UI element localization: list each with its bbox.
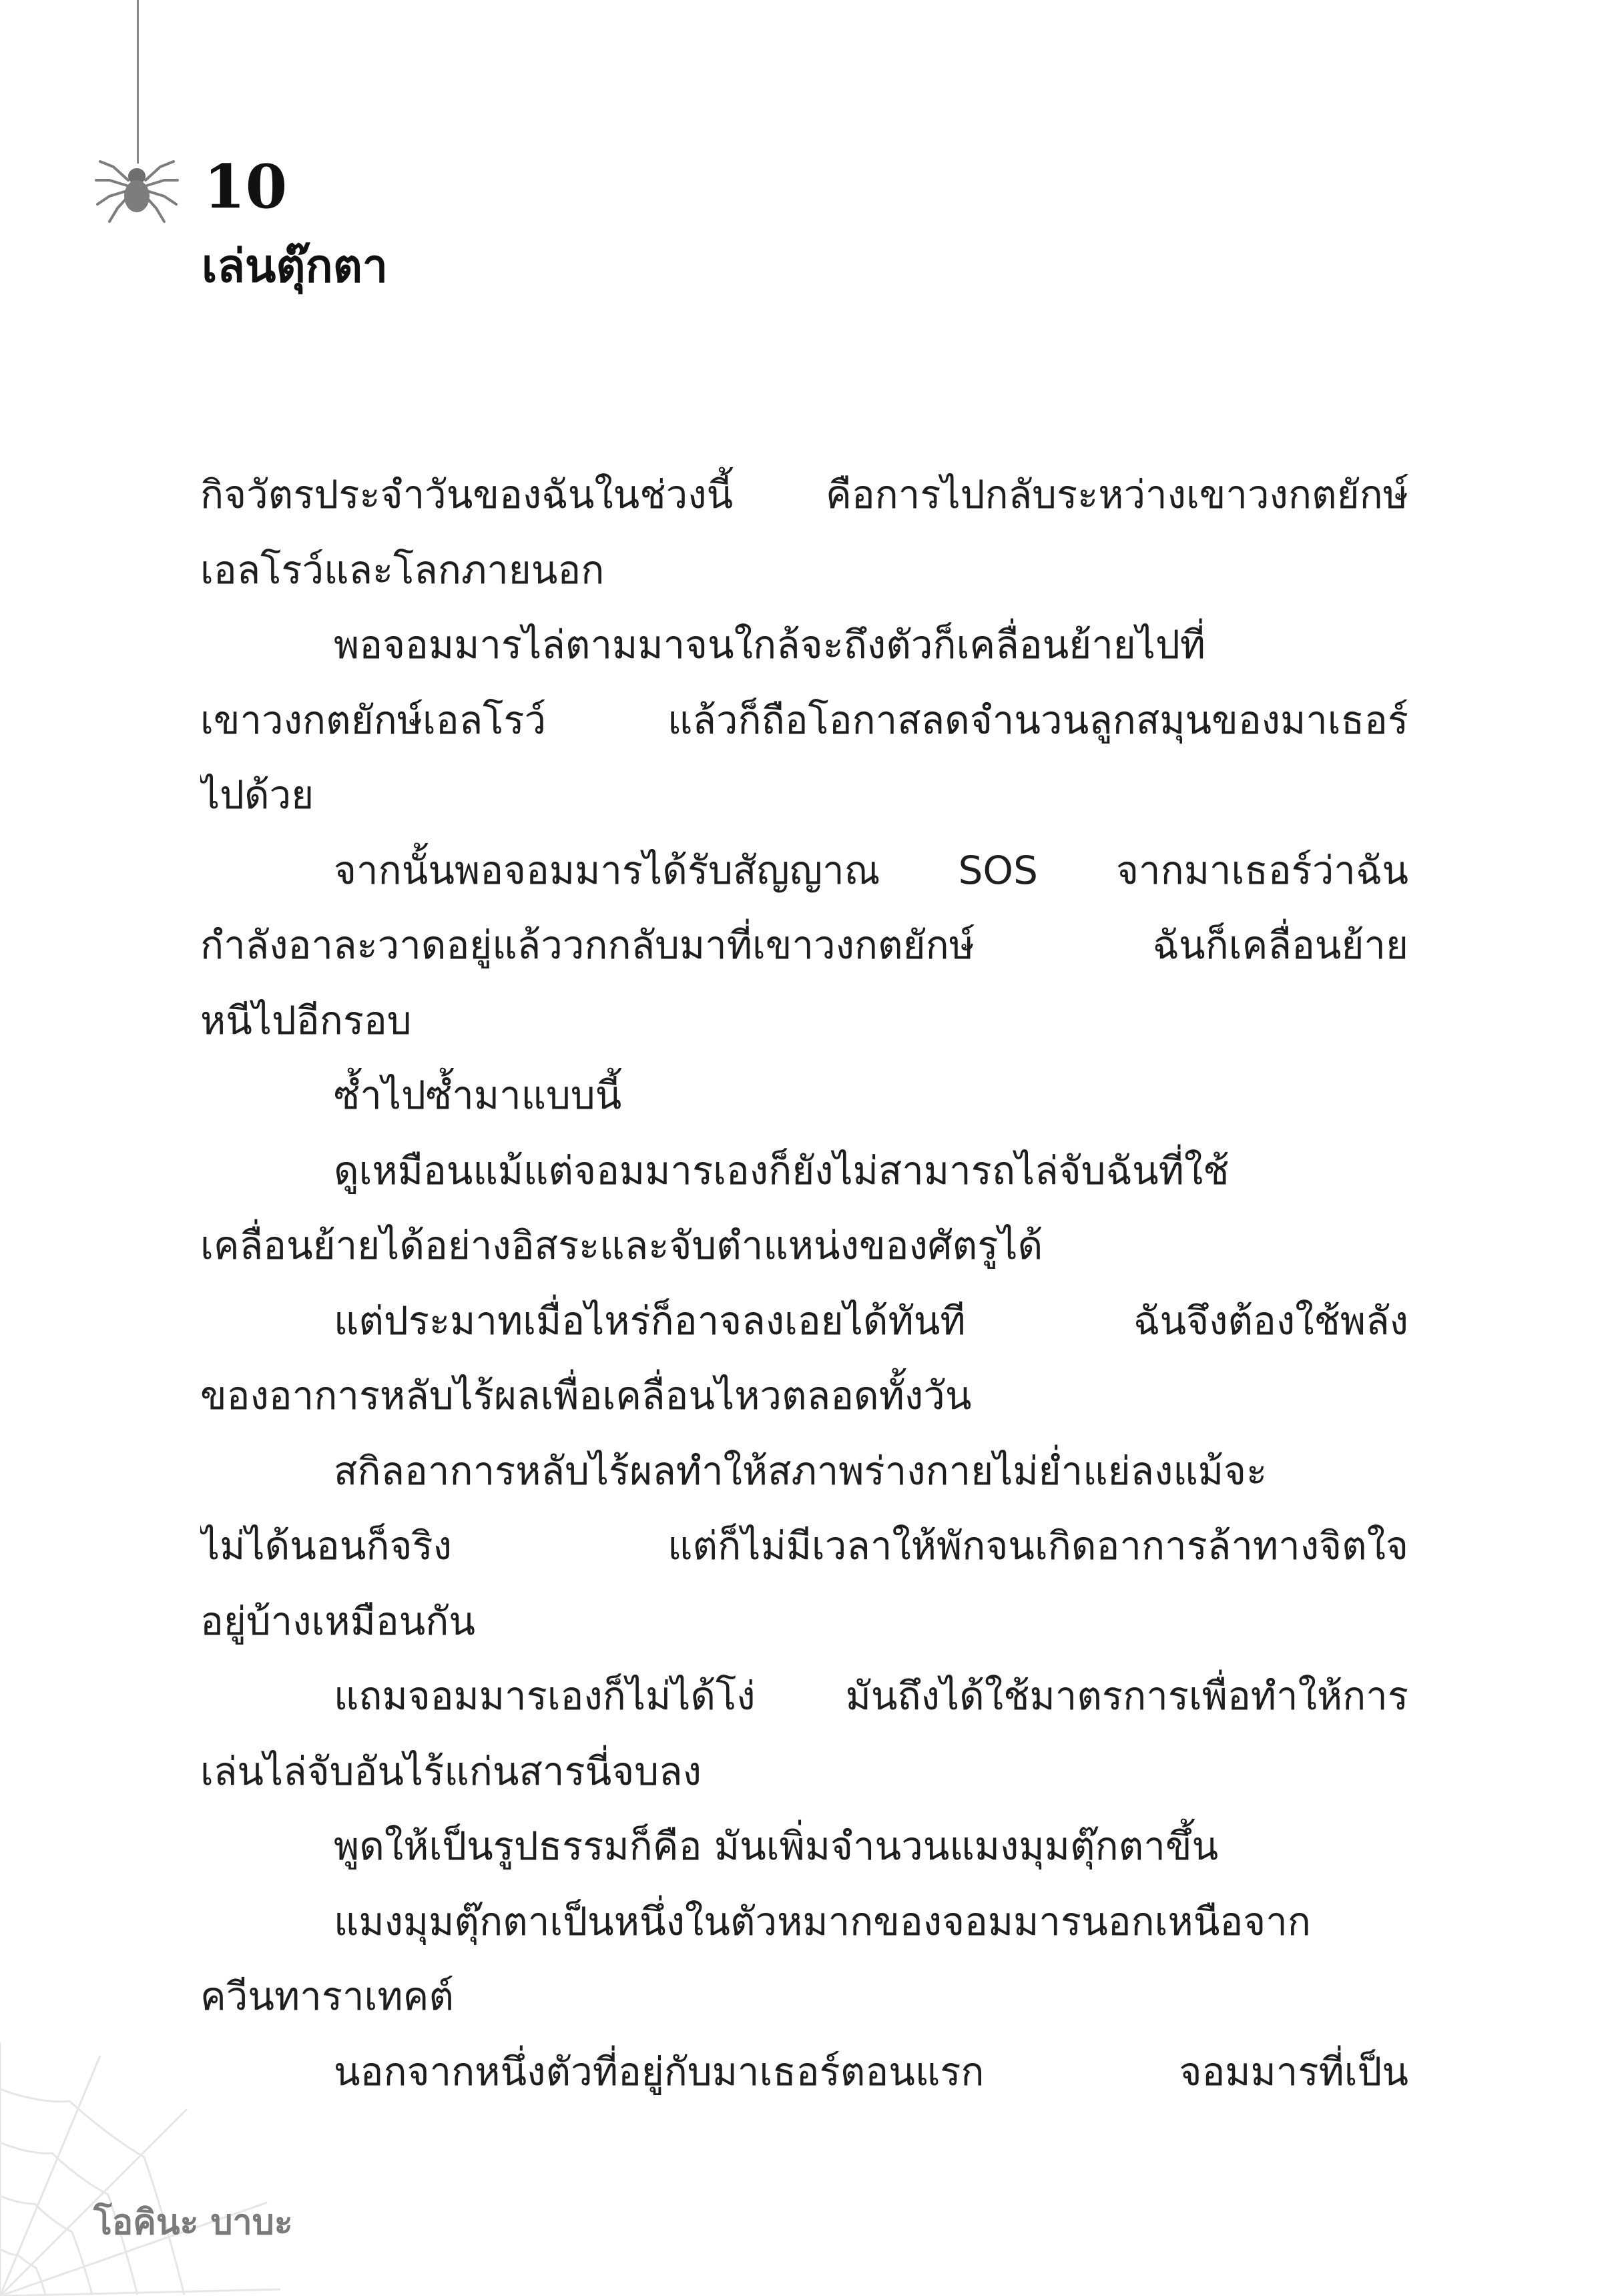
body-line: เคลื่อนย้ายได้อย่างอิสระและจับตำแหน่งของศัตรูได้ bbox=[200, 1223, 1043, 1268]
body-line: พอจอมมารไล่ตามมาจนใกล้จะถึงตัวก็เคลื่อนย้ายไปที่ bbox=[334, 622, 1205, 667]
body-line: แมงมุมตุ๊กตาเป็นหนึ่งในตัวหมากของจอมมารนอกเหนือจาก bbox=[334, 1898, 1311, 1944]
body-line: ควีนทาราเทคต์ bbox=[200, 1974, 455, 2019]
body-line: อยู่บ้างเหมือนกัน bbox=[200, 1598, 476, 1644]
body-line: ของอาการหลับไร้ผลเพื่อเคลื่อนไหวตลอดทั้งวัน bbox=[200, 1373, 972, 1418]
body-line: จากนั้นพอจอมมารได้รับสัญญาณ SOS จากมาเธอร์ว่าฉัน bbox=[334, 847, 1408, 893]
body-line: แต่ประมาทเมื่อไหร่ก็อาจลงเอยได้ทันที ฉันจึงต้องใช้พลัง bbox=[334, 1298, 1408, 1344]
body-line: หนีไปอีกรอบ bbox=[200, 997, 412, 1043]
body-line: ไม่ได้นอนก็จริง แต่ก็ไม่มีเวลาให้พักจนเกิดอาการล้าทางจิตใจ bbox=[200, 1523, 1408, 1568]
spider-thread bbox=[137, 0, 139, 164]
footer-author: โอคินะ บาบะ bbox=[93, 2203, 293, 2243]
chapter-title: เล่นตุ๊กตา bbox=[202, 240, 388, 293]
body-line: ไปด้วย bbox=[200, 772, 314, 818]
body-line: เล่นไล่จับอันไร้แก่นสารนี่จบลง bbox=[200, 1748, 702, 1794]
body-line: เอลโรว์และโลกภายนอก bbox=[200, 547, 605, 593]
body-line: เขาวงกตยักษ์เอลโรว์ แล้วก็ถือโอกาสลดจำนวนลูกสมุนของมาเธอร์ bbox=[200, 697, 1408, 743]
body-line: พูดให้เป็นรูปธรรมก็คือ มันเพิ่มจำนวนแมงมุมตุ๊กตาขึ้น bbox=[334, 1823, 1219, 1869]
body-line: นอกจากหนึ่งตัวที่อยู่กับมาเธอร์ตอนแรก จอมมารที่เป็น bbox=[334, 2048, 1408, 2094]
chapter-number: 10 bbox=[204, 152, 288, 222]
body-line: แถมจอมมารเองก็ไม่ได้โง่ มันถึงได้ใช้มาตรการเพื่อทำให้การ bbox=[334, 1673, 1408, 1719]
body-line: กิจวัตรประจำวันของฉันในช่วงนี้ คือการไปกลับระหว่างเขาวงกตยักษ์ bbox=[200, 472, 1408, 517]
spider-web-icon bbox=[0, 2029, 280, 2296]
body-line: กำลังอาละวาดอยู่แล้ววกกลับมาที่เขาวงกตยักษ์ ฉันก็เคลื่อนย้าย bbox=[200, 922, 1408, 968]
body-line: ดูเหมือนแม้แต่จอมมารเองก็ยังไม่สามารถไล่จับฉันที่ใช้ bbox=[334, 1147, 1230, 1193]
body-line: ซ้ำไปซ้ำมาแบบนี้ bbox=[334, 1073, 622, 1118]
body-text bbox=[200, 457, 1408, 2109]
body-line: สกิลอาการหลับไร้ผลทำให้สภาพร่างกายไม่ย่ำแย่ลงแม้จะ bbox=[334, 1448, 1268, 1494]
spider-icon bbox=[93, 147, 180, 227]
